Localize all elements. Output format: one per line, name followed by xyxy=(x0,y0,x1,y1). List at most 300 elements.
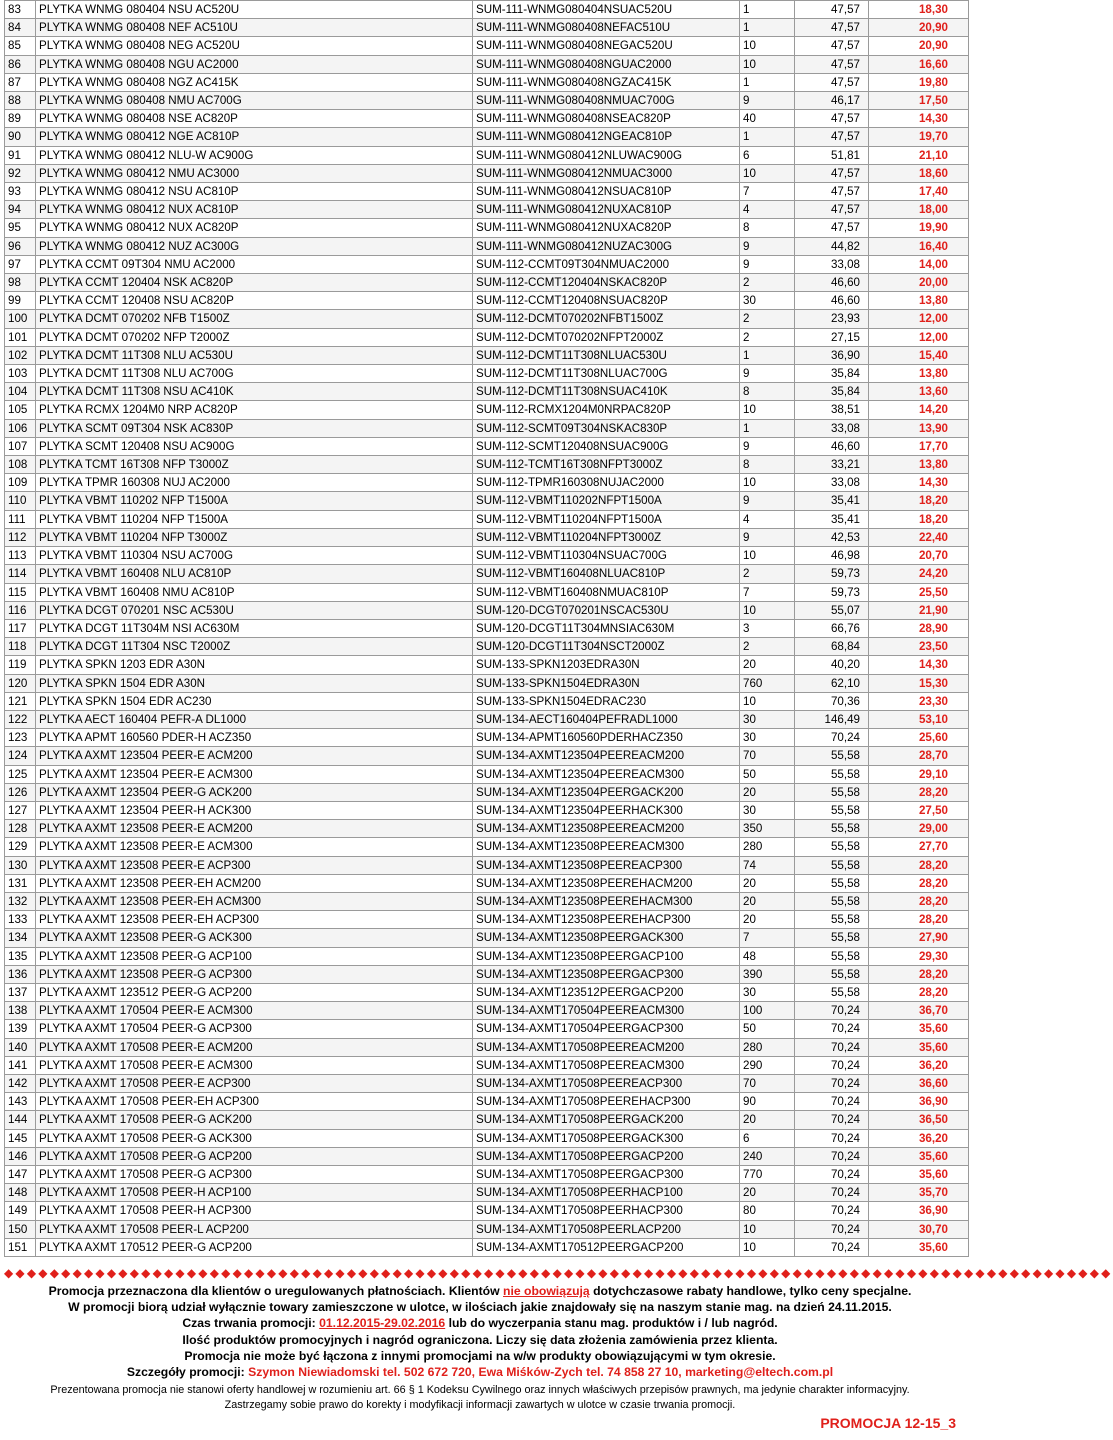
product-code: SUM-112-DCMT070202NFPT2000Z xyxy=(473,328,740,346)
table-row xyxy=(5,965,969,983)
promo-price: 18,20 xyxy=(869,492,969,510)
row-number: 109 xyxy=(5,474,36,492)
row-number: 127 xyxy=(5,801,36,819)
product-name: PLYTKA WNMG 080408 NEG AC520U xyxy=(36,37,473,55)
promo-price: 35,60 xyxy=(869,1038,969,1056)
product-code: SUM-134-AXMT123504PEEREACM300 xyxy=(473,765,740,783)
promo-price: 16,60 xyxy=(869,55,969,73)
catalog-price: 40,20 xyxy=(795,656,869,674)
promo-price: 53,10 xyxy=(869,710,969,728)
catalog-price: 70,24 xyxy=(795,1093,869,1111)
row-number: 148 xyxy=(5,1184,36,1202)
promo-price: 22,40 xyxy=(869,528,969,546)
catalog-price: 55,58 xyxy=(795,911,869,929)
notes-line-1: Promocja przeznaczona dla klientów o uregulowanych płatnościach. Klientów nie obowiązują dotychczasowe rabaty handlowe, tylko ceny specjalne. xyxy=(48,1284,912,1298)
table-row xyxy=(5,292,969,310)
promo-price: 35,60 xyxy=(869,1020,969,1038)
promo-price: 27,90 xyxy=(869,929,969,947)
product-code: SUM-134-AXMT123504PEEREACM200 xyxy=(473,747,740,765)
product-name: PLYTKA AXMT 123508 PEER-G ACP300 xyxy=(36,965,473,983)
diamond-separator: ◆◆◆◆◆◆◆◆◆◆◆◆◆◆◆◆◆◆◆◆◆◆◆◆◆◆◆◆◆◆◆◆◆◆◆◆◆◆◆◆◆◆◆◆◆◆◆◆◆◆◆◆◆◆◆◆◆◆◆◆◆◆◆◆◆◆◆◆◆◆◆◆◆◆◆◆◆◆◆◆◆◆◆◆◆◆◆◆◆◆◆◆◆◆◆◆◆ xyxy=(4,1266,1113,1280)
row-number: 135 xyxy=(5,947,36,965)
promo-price: 27,70 xyxy=(869,838,969,856)
stock-quantity: 9 xyxy=(740,237,795,255)
promo-price: 21,10 xyxy=(869,146,969,164)
stock-quantity: 30 xyxy=(740,710,795,728)
product-code: SUM-120-DCGT11T304MNSIAC630M xyxy=(473,619,740,637)
stock-quantity: 70 xyxy=(740,1074,795,1092)
catalog-price: 46,17 xyxy=(795,92,869,110)
table-row xyxy=(5,146,969,164)
product-code: SUM-111-WNMG080408NSEAC820P xyxy=(473,110,740,128)
product-name: PLYTKA WNMG 080412 NUX AC810P xyxy=(36,201,473,219)
stock-quantity: 9 xyxy=(740,92,795,110)
product-code: SUM-134-AECT160404PEFRADL1000 xyxy=(473,710,740,728)
stock-quantity: 2 xyxy=(740,274,795,292)
notes-line-2: W promocji biorą udział wyłącznie towary zamieszczone w ulotce, w ilościach jakie znajdowały się na naszym stanie mag. na dzień 24.11.2015. xyxy=(68,1300,892,1315)
product-name: PLYTKA DCMT 11T308 NSU AC410K xyxy=(36,383,473,401)
promo-price: 14,30 xyxy=(869,110,969,128)
table-row xyxy=(5,547,969,565)
product-code: SUM-112-VBMT160408NLUAC810P xyxy=(473,565,740,583)
product-name: PLYTKA AXMT 170508 PEER-EH ACP300 xyxy=(36,1093,473,1111)
product-name: PLYTKA VBMT 110204 NFP T3000Z xyxy=(36,528,473,546)
product-code: SUM-134-AXMT123508PEEREACP300 xyxy=(473,856,740,874)
catalog-price: 47,57 xyxy=(795,1,869,19)
product-code: SUM-112-CCMT09T304NMUAC2000 xyxy=(473,255,740,273)
stock-quantity: 280 xyxy=(740,1038,795,1056)
product-code: SUM-134-AXMT123508PEERGACP300 xyxy=(473,965,740,983)
notes-line-4: Ilość produktów promocyjnych i nagród ograniczona. Liczy się data złożenia zamówienia przez klienta. xyxy=(182,1332,778,1347)
product-code: SUM-112-VBMT110304NSUAC700G xyxy=(473,547,740,565)
catalog-price: 35,41 xyxy=(795,510,869,528)
table-row xyxy=(5,856,969,874)
table-row xyxy=(5,128,969,146)
promo-price: 14,00 xyxy=(869,255,969,273)
product-code: SUM-134-AXMT123508PEERGACP100 xyxy=(473,947,740,965)
product-code: SUM-112-DCMT11T308NLUAC700G xyxy=(473,365,740,383)
product-code: SUM-134-AXMT170508PEERGACK200 xyxy=(473,1111,740,1129)
row-number: 93 xyxy=(5,183,36,201)
catalog-price: 27,15 xyxy=(795,328,869,346)
row-number: 149 xyxy=(5,1202,36,1220)
table-row xyxy=(5,929,969,947)
product-name: PLYTKA SCMT 120408 NSU AC900G xyxy=(36,437,473,455)
product-name: PLYTKA AXMT 170508 PEER-G ACK300 xyxy=(36,1129,473,1147)
stock-quantity: 30 xyxy=(740,983,795,1001)
catalog-price: 36,90 xyxy=(795,346,869,364)
catalog-price: 70,24 xyxy=(795,1184,869,1202)
promo-price: 14,30 xyxy=(869,656,969,674)
catalog-price: 55,58 xyxy=(795,783,869,801)
promo-price: 19,90 xyxy=(869,219,969,237)
table-row xyxy=(5,747,969,765)
product-name: PLYTKA DCMT 11T308 NLU AC700G xyxy=(36,365,473,383)
row-number: 120 xyxy=(5,674,36,692)
row-number: 113 xyxy=(5,547,36,565)
stock-quantity: 8 xyxy=(740,219,795,237)
product-name: PLYTKA AXMT 123508 PEER-E ACM300 xyxy=(36,838,473,856)
stock-quantity: 290 xyxy=(740,1056,795,1074)
stock-quantity: 50 xyxy=(740,765,795,783)
promo-price: 36,20 xyxy=(869,1129,969,1147)
product-code: SUM-133-SPKN1203EDRA30N xyxy=(473,656,740,674)
stock-quantity: 1 xyxy=(740,128,795,146)
row-number: 101 xyxy=(5,328,36,346)
table-row xyxy=(5,164,969,182)
product-code: SUM-134-AXMT123504PEERHACK300 xyxy=(473,801,740,819)
stock-quantity: 9 xyxy=(740,528,795,546)
table-row xyxy=(5,638,969,656)
catalog-price: 33,21 xyxy=(795,456,869,474)
row-number: 144 xyxy=(5,1111,36,1129)
promo-price: 29,10 xyxy=(869,765,969,783)
product-name: PLYTKA CCMT 120404 NSK AC820P xyxy=(36,274,473,292)
product-code: SUM-134-AXMT170508PEERHACP300 xyxy=(473,1202,740,1220)
table-row xyxy=(5,1202,969,1220)
product-name: PLYTKA SPKN 1203 EDR A30N xyxy=(36,656,473,674)
promo-price: 18,00 xyxy=(869,201,969,219)
product-name: PLYTKA TPMR 160308 NUJ AC2000 xyxy=(36,474,473,492)
product-name: PLYTKA WNMG 080412 NSU AC810P xyxy=(36,183,473,201)
table-row xyxy=(5,1002,969,1020)
promo-price: 15,40 xyxy=(869,346,969,364)
row-number: 133 xyxy=(5,911,36,929)
stock-quantity: 240 xyxy=(740,1147,795,1165)
product-code: SUM-134-AXMT123504PEERGACK200 xyxy=(473,783,740,801)
product-code: SUM-134-AXMT170508PEERGACP200 xyxy=(473,1147,740,1165)
notes-line-6: Szczegóły promocji: Szymon Niewiadomski tel. 502 672 720, Ewa Miśków-Zych tel. 74 858 27 10, marketing@eltech.com.pl xyxy=(126,1365,834,1380)
stock-quantity: 74 xyxy=(740,856,795,874)
row-number: 121 xyxy=(5,692,36,710)
table-row xyxy=(5,365,969,383)
product-code: SUM-111-WNMG080412NMUAC3000 xyxy=(473,164,740,182)
product-code: SUM-111-WNMG080412NUXAC820P xyxy=(473,219,740,237)
stock-quantity: 9 xyxy=(740,492,795,510)
table-row xyxy=(5,1074,969,1092)
catalog-price: 59,73 xyxy=(795,583,869,601)
promo-price: 35,70 xyxy=(869,1184,969,1202)
promo-price: 18,20 xyxy=(869,510,969,528)
row-number: 86 xyxy=(5,55,36,73)
row-number: 108 xyxy=(5,456,36,474)
product-code: SUM-111-WNMG080412NLUWAC900G xyxy=(473,146,740,164)
row-number: 96 xyxy=(5,237,36,255)
product-code: SUM-112-RCMX1204M0NRPAC820P xyxy=(473,401,740,419)
row-number: 146 xyxy=(5,1147,36,1165)
product-code: SUM-112-SCMT09T304NSKAC830P xyxy=(473,419,740,437)
row-number: 143 xyxy=(5,1093,36,1111)
promo-price: 35,60 xyxy=(869,1166,969,1184)
row-number: 136 xyxy=(5,965,36,983)
table-row xyxy=(5,1166,969,1184)
stock-quantity: 7 xyxy=(740,183,795,201)
product-name: PLYTKA AXMT 170508 PEER-E ACM300 xyxy=(36,1056,473,1074)
table-row xyxy=(5,619,969,637)
catalog-price: 44,82 xyxy=(795,237,869,255)
catalog-price: 68,84 xyxy=(795,638,869,656)
stock-quantity: 350 xyxy=(740,820,795,838)
table-row xyxy=(5,874,969,892)
row-number: 132 xyxy=(5,892,36,910)
product-name: PLYTKA CCMT 120408 NSU AC820P xyxy=(36,292,473,310)
table-row xyxy=(5,1,969,19)
table-row xyxy=(5,1238,969,1256)
row-number: 100 xyxy=(5,310,36,328)
product-name: PLYTKA TCMT 16T308 NFP T3000Z xyxy=(36,456,473,474)
table-row xyxy=(5,729,969,747)
stock-quantity: 1 xyxy=(740,1,795,19)
promo-price: 35,60 xyxy=(869,1238,969,1256)
row-number: 84 xyxy=(5,19,36,37)
product-code: SUM-112-VBMT110204NFPT3000Z xyxy=(473,528,740,546)
product-name: PLYTKA APMT 160560 PDER-H ACZ350 xyxy=(36,729,473,747)
catalog-price: 47,57 xyxy=(795,73,869,91)
catalog-price: 62,10 xyxy=(795,674,869,692)
product-code: SUM-111-WNMG080408NEFAC510U xyxy=(473,19,740,37)
row-number: 147 xyxy=(5,1166,36,1184)
row-number: 90 xyxy=(5,128,36,146)
row-number: 119 xyxy=(5,656,36,674)
promo-price: 23,50 xyxy=(869,638,969,656)
catalog-price: 55,58 xyxy=(795,983,869,1001)
row-number: 85 xyxy=(5,37,36,55)
catalog-price: 55,58 xyxy=(795,892,869,910)
promo-price: 18,60 xyxy=(869,164,969,182)
product-name: PLYTKA WNMG 080412 NGE AC810P xyxy=(36,128,473,146)
product-name: PLYTKA SPKN 1504 EDR A30N xyxy=(36,674,473,692)
table-row xyxy=(5,419,969,437)
table-row xyxy=(5,55,969,73)
promo-price: 13,80 xyxy=(869,292,969,310)
promo-price: 16,40 xyxy=(869,237,969,255)
row-number: 115 xyxy=(5,583,36,601)
product-code: SUM-134-AXMT123512PEERGACP200 xyxy=(473,983,740,1001)
stock-quantity: 10 xyxy=(740,401,795,419)
row-number: 104 xyxy=(5,383,36,401)
stock-quantity: 9 xyxy=(740,365,795,383)
table-row xyxy=(5,820,969,838)
stock-quantity: 40 xyxy=(740,110,795,128)
row-number: 102 xyxy=(5,346,36,364)
stock-quantity: 48 xyxy=(740,947,795,965)
table-row xyxy=(5,37,969,55)
catalog-price: 46,60 xyxy=(795,292,869,310)
row-number: 134 xyxy=(5,929,36,947)
promo-price: 14,30 xyxy=(869,474,969,492)
row-number: 116 xyxy=(5,601,36,619)
table-row xyxy=(5,383,969,401)
product-table xyxy=(4,0,969,1257)
row-number: 142 xyxy=(5,1074,36,1092)
product-code: SUM-134-AXMT170512PEERGACP200 xyxy=(473,1238,740,1256)
product-name: PLYTKA AXMT 123504 PEER-E ACM200 xyxy=(36,747,473,765)
product-code: SUM-134-AXMT123508PEEREHACP300 xyxy=(473,911,740,929)
product-code: SUM-134-APMT160560PDERHACZ350 xyxy=(473,729,740,747)
catalog-price: 66,76 xyxy=(795,619,869,637)
product-code: SUM-112-VBMT160408NMUAC810P xyxy=(473,583,740,601)
product-name: PLYTKA DCGT 11T304M NSI AC630M xyxy=(36,619,473,637)
table-row xyxy=(5,1038,969,1056)
row-number: 117 xyxy=(5,619,36,637)
table-row xyxy=(5,892,969,910)
product-name: PLYTKA AXMT 170508 PEER-L ACP200 xyxy=(36,1220,473,1238)
product-code: SUM-134-AXMT170508PEEREACM200 xyxy=(473,1038,740,1056)
catalog-price: 47,57 xyxy=(795,128,869,146)
product-name: PLYTKA WNMG 080412 NLU-W AC900G xyxy=(36,146,473,164)
catalog-price: 35,41 xyxy=(795,492,869,510)
stock-quantity: 4 xyxy=(740,510,795,528)
table-row xyxy=(5,710,969,728)
table-row xyxy=(5,583,969,601)
product-name: PLYTKA AXMT 170504 PEER-E ACM300 xyxy=(36,1002,473,1020)
stock-quantity: 10 xyxy=(740,1238,795,1256)
product-code: SUM-120-DCGT070201NSCAC530U xyxy=(473,601,740,619)
table-row xyxy=(5,1093,969,1111)
catalog-price: 55,58 xyxy=(795,801,869,819)
product-code: SUM-134-AXMT123508PEEREACM300 xyxy=(473,838,740,856)
product-code: SUM-112-SCMT120408NSUAC900G xyxy=(473,437,740,455)
stock-quantity: 770 xyxy=(740,1166,795,1184)
product-code: SUM-134-AXMT123508PEEREHACM300 xyxy=(473,892,740,910)
catalog-price: 47,57 xyxy=(795,37,869,55)
product-name: PLYTKA SCMT 09T304 NSK AC830P xyxy=(36,419,473,437)
table-row xyxy=(5,983,969,1001)
product-name: PLYTKA AXMT 170508 PEER-G ACP200 xyxy=(36,1147,473,1165)
table-row xyxy=(5,437,969,455)
table-row xyxy=(5,911,969,929)
table-row xyxy=(5,492,969,510)
catalog-price: 46,60 xyxy=(795,274,869,292)
catalog-price: 35,84 xyxy=(795,365,869,383)
promo-price: 24,20 xyxy=(869,565,969,583)
product-code: SUM-112-DCMT11T308NSUAC410K xyxy=(473,383,740,401)
product-code: SUM-134-AXMT170508PEERHACP100 xyxy=(473,1184,740,1202)
promo-price: 13,90 xyxy=(869,419,969,437)
stock-quantity: 760 xyxy=(740,674,795,692)
table-row xyxy=(5,346,969,364)
row-number: 99 xyxy=(5,292,36,310)
table-row xyxy=(5,183,969,201)
product-code: SUM-111-WNMG080408NEGAC520U xyxy=(473,37,740,55)
catalog-price: 70,24 xyxy=(795,1166,869,1184)
row-number: 137 xyxy=(5,983,36,1001)
product-name: PLYTKA DCMT 070202 NFB T1500Z xyxy=(36,310,473,328)
catalog-price: 70,24 xyxy=(795,729,869,747)
row-number: 89 xyxy=(5,110,36,128)
disclaimer-line-2: Zastrzegamy sobie prawo do korekty i modyfikacji informacji zawartych w ulotce w czasie trwania promocji. xyxy=(224,1398,736,1411)
product-name: PLYTKA RCMX 1204M0 NRP AC820P xyxy=(36,401,473,419)
legal-disclaimer xyxy=(0,1383,960,1412)
promo-price: 29,30 xyxy=(869,947,969,965)
promo-price: 36,60 xyxy=(869,1074,969,1092)
product-code: SUM-112-CCMT120404NSKAC820P xyxy=(473,274,740,292)
product-code: SUM-134-AXMT170508PEEREACP300 xyxy=(473,1074,740,1092)
product-name: PLYTKA VBMT 160408 NLU AC810P xyxy=(36,565,473,583)
promo-price: 20,00 xyxy=(869,274,969,292)
product-name: PLYTKA AXMT 170508 PEER-H ACP100 xyxy=(36,1184,473,1202)
table-row xyxy=(5,783,969,801)
row-number: 105 xyxy=(5,401,36,419)
catalog-price: 70,24 xyxy=(795,1238,869,1256)
notes-line-5: Promocja nie może być łączona z innymi promocjami na w/w produkty obowiązującymi w tym okresie. xyxy=(184,1348,776,1363)
product-name: PLYTKA AXMT 123504 PEER-G ACK200 xyxy=(36,783,473,801)
catalog-price: 55,58 xyxy=(795,947,869,965)
stock-quantity: 7 xyxy=(740,929,795,947)
table-row xyxy=(5,510,969,528)
product-name: PLYTKA AXMT 123512 PEER-G ACP200 xyxy=(36,983,473,1001)
row-number: 92 xyxy=(5,164,36,182)
catalog-price: 51,81 xyxy=(795,146,869,164)
row-number: 114 xyxy=(5,565,36,583)
product-name: PLYTKA CCMT 09T304 NMU AC2000 xyxy=(36,255,473,273)
product-name: PLYTKA WNMG 080408 NGU AC2000 xyxy=(36,55,473,73)
product-name: PLYTKA DCGT 070201 NSC AC530U xyxy=(36,601,473,619)
product-name: PLYTKA SPKN 1504 EDR AC230 xyxy=(36,692,473,710)
row-number: 103 xyxy=(5,365,36,383)
table-row xyxy=(5,692,969,710)
stock-quantity: 2 xyxy=(740,565,795,583)
stock-quantity: 10 xyxy=(740,474,795,492)
stock-quantity: 2 xyxy=(740,638,795,656)
product-name: PLYTKA AXMT 170504 PEER-G ACP300 xyxy=(36,1020,473,1038)
stock-quantity: 70 xyxy=(740,747,795,765)
product-name: PLYTKA DCMT 070202 NFP T2000Z xyxy=(36,328,473,346)
stock-quantity: 4 xyxy=(740,201,795,219)
stock-quantity: 10 xyxy=(740,37,795,55)
table-row xyxy=(5,1020,969,1038)
stock-quantity: 30 xyxy=(740,729,795,747)
stock-quantity: 2 xyxy=(740,310,795,328)
promo-price: 28,20 xyxy=(869,911,969,929)
product-name: PLYTKA AXMT 170508 PEER-G ACP300 xyxy=(36,1166,473,1184)
table-row xyxy=(5,1056,969,1074)
promo-price: 28,20 xyxy=(869,856,969,874)
product-name: PLYTKA AXMT 170508 PEER-G ACK200 xyxy=(36,1111,473,1129)
stock-quantity: 6 xyxy=(740,146,795,164)
product-name: PLYTKA AECT 160404 PEFR-A DL1000 xyxy=(36,710,473,728)
promo-price: 13,80 xyxy=(869,365,969,383)
promotion-notes xyxy=(0,1283,960,1380)
stock-quantity: 10 xyxy=(740,601,795,619)
catalog-price: 55,58 xyxy=(795,765,869,783)
stock-quantity: 7 xyxy=(740,583,795,601)
row-number: 106 xyxy=(5,419,36,437)
row-number: 150 xyxy=(5,1220,36,1238)
table-row xyxy=(5,219,969,237)
stock-quantity: 20 xyxy=(740,656,795,674)
product-name: PLYTKA VBMT 160408 NMU AC810P xyxy=(36,583,473,601)
product-name: PLYTKA AXMT 170508 PEER-E ACM200 xyxy=(36,1038,473,1056)
table-row xyxy=(5,92,969,110)
stock-quantity: 20 xyxy=(740,783,795,801)
table-row xyxy=(5,310,969,328)
product-name: PLYTKA AXMT 123504 PEER-E ACM300 xyxy=(36,765,473,783)
catalog-price: 55,07 xyxy=(795,601,869,619)
promo-price: 18,30 xyxy=(869,1,969,19)
product-name: PLYTKA DCGT 11T304 NSC T2000Z xyxy=(36,638,473,656)
catalog-price: 33,08 xyxy=(795,419,869,437)
promo-price: 23,30 xyxy=(869,692,969,710)
product-name: PLYTKA AXMT 123508 PEER-E ACP300 xyxy=(36,856,473,874)
catalog-price: 46,98 xyxy=(795,547,869,565)
row-number: 94 xyxy=(5,201,36,219)
row-number: 130 xyxy=(5,856,36,874)
stock-quantity: 10 xyxy=(740,692,795,710)
product-code: SUM-112-CCMT120408NSUAC820P xyxy=(473,292,740,310)
row-number: 98 xyxy=(5,274,36,292)
product-name: PLYTKA AXMT 123508 PEER-EH ACM200 xyxy=(36,874,473,892)
